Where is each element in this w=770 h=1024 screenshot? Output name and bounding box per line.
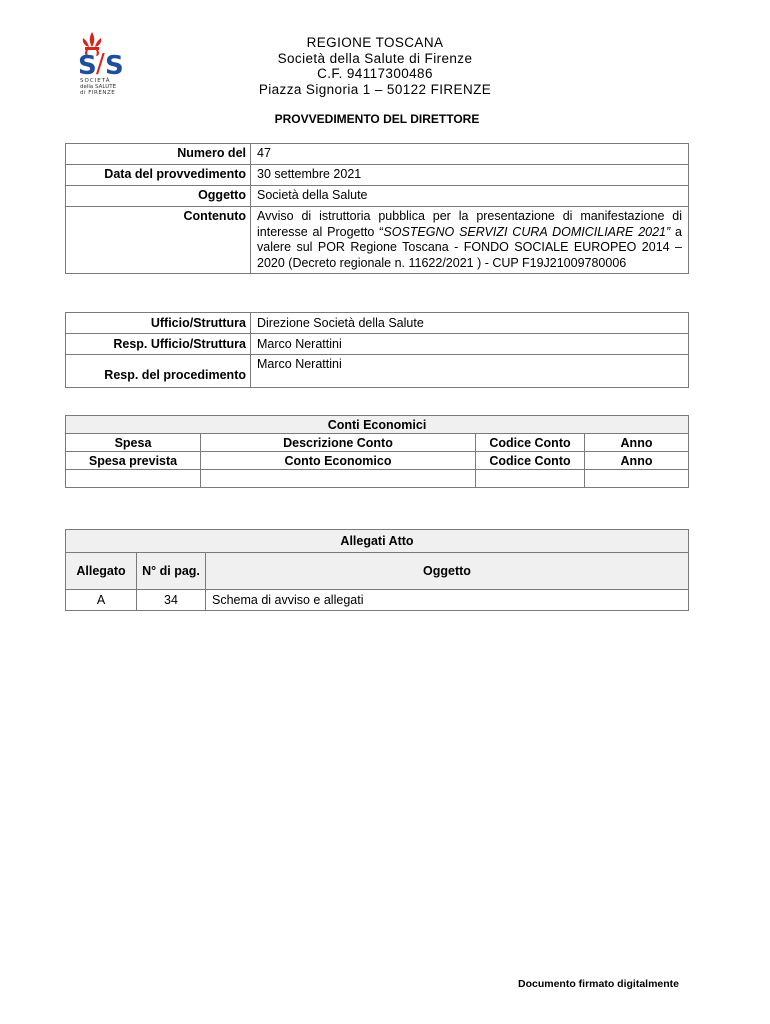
svg-text:S: S bbox=[78, 51, 97, 81]
logo-text-1: SOCIETÀ bbox=[80, 78, 111, 84]
conti-header-anno: Anno bbox=[585, 434, 689, 452]
contenuto-part2: a valere sul POR Regione Toscana - FONDO SOCIALE EUROPEO 2014 – 2020 (Decreto regionale n. 11622/2021 ) - CUP F19J21009780006 bbox=[257, 224, 682, 270]
document-title: PROVVEDIMENTO DEL DIRETTORE bbox=[274, 112, 480, 126]
conti-empty-cell bbox=[201, 470, 476, 488]
allegati-title: Allegati Atto bbox=[66, 530, 689, 553]
row-data bbox=[66, 165, 689, 186]
conti-header-spesa: Spesa bbox=[66, 434, 201, 452]
allegato-letter: A bbox=[66, 590, 137, 611]
numero-value: 47 bbox=[251, 144, 689, 165]
allegati-header-pagine: N° di pag. bbox=[137, 553, 206, 590]
header-fiscal-code: C.F. 94117300486 bbox=[317, 66, 433, 81]
conti-empty-cell bbox=[476, 470, 585, 488]
resp-ufficio-value: Marco Nerattini bbox=[251, 334, 689, 355]
oggetto-label: Oggetto bbox=[66, 186, 251, 207]
svg-text:/: / bbox=[96, 49, 105, 79]
conti-header-descrizione: Descrizione Conto bbox=[201, 434, 476, 452]
contenuto-value bbox=[251, 207, 689, 274]
allegati-row bbox=[66, 590, 689, 611]
data-value: 30 settembre 2021 bbox=[251, 165, 689, 186]
sds-logo bbox=[76, 28, 130, 98]
conti-empty-cell bbox=[66, 470, 201, 488]
conti-cell-spesa: Spesa prevista bbox=[66, 452, 201, 470]
conti-header-row bbox=[66, 434, 689, 452]
row-numero bbox=[66, 144, 689, 165]
allegato-subject: Schema di avviso e allegati bbox=[206, 590, 689, 611]
allegati-header-row bbox=[66, 553, 689, 590]
row-ufficio bbox=[66, 313, 689, 334]
conti-row bbox=[66, 452, 689, 470]
row-oggetto bbox=[66, 186, 689, 207]
header-society: Società della Salute di Firenze bbox=[277, 50, 473, 66]
conti-header-codice: Codice Conto bbox=[476, 434, 585, 452]
svg-text:S: S bbox=[105, 51, 124, 81]
lily-logo-icon bbox=[76, 28, 130, 98]
conti-title-row bbox=[66, 416, 689, 434]
data-label: Data del provvedimento bbox=[66, 165, 251, 186]
conti-empty-cell bbox=[585, 470, 689, 488]
header-region: REGIONE TOSCANA bbox=[306, 35, 444, 50]
header-address: Piazza Signoria 1 – 50122 FIRENZE bbox=[258, 81, 492, 97]
ufficio-value: Direzione Società della Salute bbox=[251, 313, 689, 334]
numero-label: Numero del bbox=[66, 144, 251, 165]
resp-proc-value: Marco Nerattini bbox=[251, 355, 689, 388]
allegati-header-allegato: Allegato bbox=[66, 553, 137, 590]
conti-empty-row bbox=[66, 470, 689, 488]
oggetto-value: Società della Salute bbox=[251, 186, 689, 207]
resp-proc-label: Resp. del procedimento bbox=[66, 355, 251, 388]
allegati-table bbox=[65, 529, 689, 611]
conti-table bbox=[65, 415, 689, 488]
allegati-title-row bbox=[66, 530, 689, 553]
row-contenuto bbox=[66, 207, 689, 274]
digital-signature-note: Documento firmato digitalmente bbox=[518, 978, 680, 990]
ufficio-label: Ufficio/Struttura bbox=[66, 313, 251, 334]
conti-cell-codice: Codice Conto bbox=[476, 452, 585, 470]
conti-cell-descrizione: Conto Economico bbox=[201, 452, 476, 470]
allegati-header-oggetto: Oggetto bbox=[206, 553, 689, 590]
header-block bbox=[230, 35, 520, 97]
resp-ufficio-label: Resp. Ufficio/Struttura bbox=[66, 334, 251, 355]
row-resp-ufficio bbox=[66, 334, 689, 355]
logo-text-3: di FIRENZE bbox=[80, 90, 116, 96]
contenuto-italic: SOSTEGNO SERVIZI CURA DOMICILIARE 2021” bbox=[383, 224, 671, 239]
allegato-pages: 34 bbox=[137, 590, 206, 611]
conti-cell-anno: Anno bbox=[585, 452, 689, 470]
office-table bbox=[65, 312, 689, 388]
contenuto-label: Contenuto bbox=[66, 207, 251, 274]
row-resp-procedimento bbox=[66, 355, 689, 388]
logo-text-2: della SALUTE bbox=[80, 84, 117, 90]
details-table bbox=[65, 143, 689, 274]
contenuto-part1: Avviso di istruttoria pubblica per la presentazione di manifestazione di interesse al Progetto “ bbox=[257, 209, 682, 239]
conti-title: Conti Economici bbox=[66, 416, 689, 434]
